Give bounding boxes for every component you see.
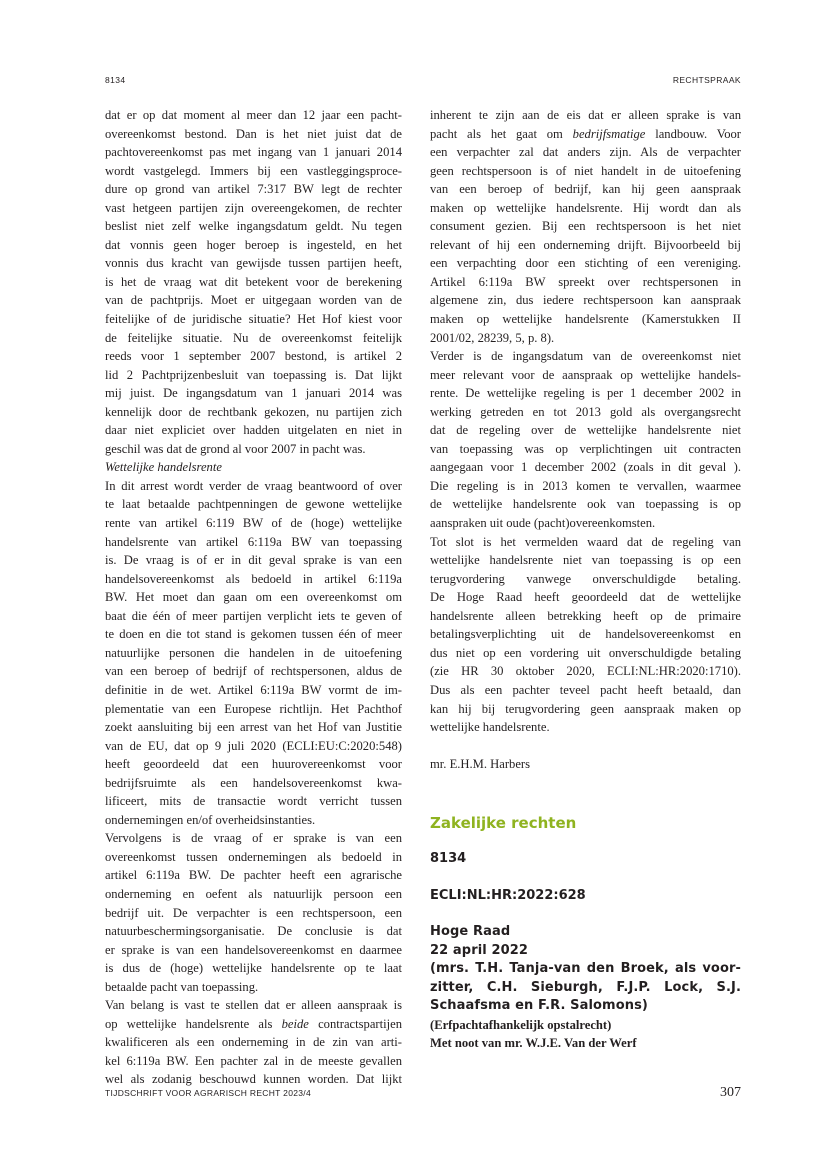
text-line: (zie HR 30 oktober 2020, ECLI:NL:HR:2020:1710). xyxy=(430,664,741,679)
header-section: RECHTSPRAAK xyxy=(672,75,741,85)
text-line: bedrijf uit. De verpachter is een rechtspersoon, een xyxy=(105,905,402,920)
text-line: reeds voor 1 september 2007 bestond, is artikel 2 xyxy=(105,349,402,364)
text-line: plementatie van een Europese richtlijn. Het Pachthof xyxy=(105,701,402,716)
left-column xyxy=(105,106,402,1089)
judges-line: Schaafsma en F.R. Salomons) xyxy=(430,998,648,1014)
text-line: zoekt aansluiting bij een arrest van het Hof van Justitie xyxy=(105,720,402,735)
header-case-number: 8134 xyxy=(105,75,126,85)
text-line: van de pachtprijs. Moet er uitgegaan worden van de xyxy=(105,293,402,308)
right-column xyxy=(430,106,741,1053)
text-line: BW. Het moet dan gaan om een overeenkomst om xyxy=(105,590,402,605)
decision-date: 22 april 2022 xyxy=(430,942,529,958)
text-line: rente. De wettelijke regeling is per 1 december 2002 in xyxy=(430,386,741,401)
text-line: aangegaan voor 1 december 2002 (zoals in dit geval ). xyxy=(430,460,741,475)
text-line: betaalde pacht van toepassing. xyxy=(105,979,259,994)
paragraph-ingangsdatum xyxy=(430,347,741,532)
text-line: betalingsverplichting uit de handelsovereenkomst en xyxy=(430,627,741,642)
text-line: wettelijke handelsrente niet van toepassing is op een xyxy=(430,553,741,568)
text-line: geschil was dat de grond al voor 2007 in pacht was. xyxy=(105,441,366,456)
text-line: de wettelijke handelsrente ook van toepassing is op xyxy=(430,497,741,512)
paragraph-verpachter xyxy=(430,106,741,347)
page-number: 307 xyxy=(720,1085,741,1100)
text-line: dure op grond van artikel 7:317 BW legt de rechter xyxy=(105,182,402,197)
text-line: baat die één of meer partijen verplicht iets te geven of xyxy=(105,608,402,623)
text-line: maken op wettelijke handelsrente. Hij wordt dan als xyxy=(430,200,741,215)
paragraph-pachtprijs xyxy=(105,106,402,458)
text-line: handelsrente alleen betrekking heeft op de primaire xyxy=(430,608,741,623)
text-line: er sprake is van een handelsovereenkomst en daarmee xyxy=(105,942,402,957)
journal-title: TIJDSCHRIFT VOOR AGRARISCH RECHT 2023/4 xyxy=(105,1088,311,1098)
text-line: algemene zin, dus iedere rechtspersoon kan aanspraak xyxy=(430,293,741,308)
text-line: wel als zodanig beschouwd kunnen worden. Dat lijkt xyxy=(105,1072,402,1087)
text-line: natuurbeschermingsorganisatie. De conclusie is dat xyxy=(105,924,402,939)
text-line: werking getreden en tot 2013 gold als overgangsrecht xyxy=(430,404,741,419)
text-line: is. De vraag is of er in dit geval sprake is van een xyxy=(105,553,402,568)
page-footer xyxy=(105,1085,741,1101)
text-line: handelsrente van artikel 6:119a BW van toepassing xyxy=(105,534,402,549)
text-line: 2001/02, 28239, 5, p. 8). xyxy=(430,330,555,345)
text-line: beslist niet zelf welke ingangsdatum geldt. Nu tegen xyxy=(105,219,402,234)
paragraph-handelsovereenkomst xyxy=(105,477,402,829)
text-line: aanspraken uit oude (pacht)overeenkomsten. xyxy=(430,516,656,531)
text-line: van een beroep of bedrijf of rechtspersonen, aldus de xyxy=(105,664,402,679)
text-line: een verpachting door een stichting of een vereniging. xyxy=(430,256,741,271)
text-line: geen rechtspersoon is of niet handelt in de uitoefening xyxy=(430,163,741,178)
text-line: Van belang is vast te stellen dat er alleen aanspraak is xyxy=(105,998,402,1013)
judges-line: (mrs. T.H. Tanja-van den Broek, als voor- xyxy=(430,961,741,977)
text-line: handelsovereenkomst als bedoeld in artikel 6:119a xyxy=(105,571,402,586)
text-line: dat er op dat moment al meer dan 12 jaar een pacht- xyxy=(105,108,402,122)
text-line: is dus de (hoge) wettelijke handelsrente op te laat xyxy=(105,961,402,976)
text-line: vonnis dus kracht van gewijsde tussen partijen heeft, xyxy=(105,256,402,271)
running-header xyxy=(105,75,741,85)
text-line: maken op wettelijke handelsrente (Kamerstukken II xyxy=(430,312,741,327)
text-line: De Hoge Raad heeft geoordeeld dat de wettelijke xyxy=(430,590,741,605)
text-line: overeenkomst bestond. Dan is het niet juist dat de xyxy=(105,126,402,141)
text-line: definitie in de wet. Artikel 6:119a BW vormt de im- xyxy=(105,682,402,697)
text-line: pachtovereenkomst pas met ingang van 1 januari 2014 xyxy=(105,145,402,160)
text-line: Dus als een pachter teveel pacht heeft betaald, dan xyxy=(430,682,741,697)
text-line: wettelijke handelsrente. xyxy=(430,720,550,735)
text-line: consument gezien. Bij een rechtspersoon is het niet xyxy=(430,219,741,234)
text-line: Die regeling is in 2013 komen te vervallen, waarmee xyxy=(430,478,741,493)
text-line: pacht als het gaat om bedrijfsmatige landbouw. Voor xyxy=(430,126,741,141)
text-line: artikel 6:119a BW. De pachter heeft een agrarische xyxy=(105,868,402,883)
text-line: overeenkomst tussen ondernemingen als bedoeld in xyxy=(105,849,402,864)
text-line: In dit arrest wordt verder de vraag beantwoord of over xyxy=(105,478,402,493)
text-line: onderneming en oefent als natuurlijk persoon een xyxy=(105,886,402,901)
text-line: rente van artikel 6:119 BW of de (hoge) wettelijke xyxy=(105,516,402,531)
text-line: bedrijfsruimte als een handelsovereenkomst kwa- xyxy=(105,775,402,790)
text-line: natuurlijke personen die handelen in de uitoefening xyxy=(105,645,402,660)
paragraph-ondernemingen xyxy=(105,829,402,996)
text-line: de feitelijke situatie. Nu de overeenkomst feitelijk xyxy=(105,330,402,345)
court-name: Hoge Raad xyxy=(430,924,511,940)
subheading-wettelijke-handelsrente: Wettelijke handelsrente xyxy=(105,460,222,475)
ecli-identifier: ECLI:NL:HR:2022:628 xyxy=(430,887,586,903)
text-line: vast hetgeen partijen zijn overeengekomen, de rechter xyxy=(105,200,402,215)
text-line: dus niet op een vordering uit onverschuldigde betaling xyxy=(430,645,741,660)
text-line: wordt vastgelegd. Immers bij een vastleggingsproce- xyxy=(105,163,402,178)
section-title: Zakelijke rechten xyxy=(430,814,577,833)
text-line: daar niet expliciet over hadden uitgelaten en niet in xyxy=(105,423,402,438)
text-line: Tot slot is het vermelden waard dat de regeling van xyxy=(430,534,741,549)
text-line: meer relevant voor de aanspraak op wettelijke handels- xyxy=(430,367,741,382)
text-line: ondernemingen en/of overheidsinstanties. xyxy=(105,812,316,827)
text-line: van de EU, dat op 9 juli 2020 (ECLI:EU:C:2020:548) xyxy=(105,738,402,753)
text-line: te laat betaalde pachtpenningen de gewone wettelijke xyxy=(105,497,402,512)
emphasis-bedrijfsmatige: bedrijfsmatige xyxy=(572,126,646,141)
text-line: een verpachter zal dat anders zijn. Als de verpachter xyxy=(430,145,741,160)
text-line: feitelijke of de juridische situatie? Het Hof kiest voor xyxy=(105,312,402,327)
text-line: op wettelijke handelsrente als beide contractspartijen xyxy=(105,1016,402,1031)
text-line: te doen en die tot stand is gekomen tussen één of meer xyxy=(105,627,402,642)
case-number: 8134 xyxy=(430,851,467,867)
text-line: kan hij bij terugvordering geen aanspraak maken op xyxy=(430,701,741,716)
text-line: relevant of hij een onderneming drijft. Bijvoorbeeld bij xyxy=(430,237,741,252)
text-line: dat vonnis geen hoger beroep is ingesteld, en het xyxy=(105,237,402,252)
text-line: Vervolgens is de vraag of er sprake is van een xyxy=(105,831,402,846)
text-line: Verder is de ingangsdatum van de overeenkomst niet xyxy=(430,349,741,364)
emphasis-beide: beide xyxy=(281,1016,309,1031)
text-line: kel 6:119a BW. Een pachter zal in de meeste gevallen xyxy=(105,1053,402,1068)
case-topic: (Erfpachtafhankelijk opstalrecht) xyxy=(430,1017,612,1032)
text-line: dat de regeling over de wettelijke handelsrente niet xyxy=(430,423,741,438)
text-line: lificeert, mits de transactie wordt verricht tussen xyxy=(105,794,402,809)
text-line: inherent te zijn aan de eis dat er alleen sprake is van xyxy=(430,108,741,122)
text-line: lid 2 Pachtprijzenbesluit van toepassing is. Dat lijkt xyxy=(105,367,402,382)
text-line: van een beroep of bedrijf, kan hij geen aanspraak xyxy=(430,182,741,197)
annotation-author: Met noot van mr. W.J.E. Van der Werf xyxy=(430,1036,637,1051)
author-signature: mr. E.H.M. Harbers xyxy=(430,756,531,771)
court-info xyxy=(430,923,741,1016)
paragraph-terugvordering xyxy=(430,533,741,737)
judges-line: zitter, C.H. Sieburgh, F.J.P. Lock, S.J. xyxy=(430,979,741,995)
text-line: van toepassing was op verplichtingen uit contracten xyxy=(430,441,741,456)
text-line: kwalificeren als een onderneming in de zin van arti- xyxy=(105,1035,402,1050)
text-line: Artikel 6:119a BW spreekt over rechtspersonen in xyxy=(430,274,741,289)
text-line: kennelijk door de rechtbank gekozen, nu partijen zich xyxy=(105,404,402,419)
text-line: is het de vraag wat dit betekent voor de berekening xyxy=(105,274,402,289)
paragraph-beide-partijen xyxy=(105,996,402,1089)
text-line: mij juist. De ingangsdatum van 1 januari 2014 was xyxy=(105,386,402,401)
text-line: terugvordering vanwege onverschuldigde betaling. xyxy=(430,571,741,586)
text-line: heeft geoordeeld dat een huurovereenkomst voor xyxy=(105,757,402,772)
